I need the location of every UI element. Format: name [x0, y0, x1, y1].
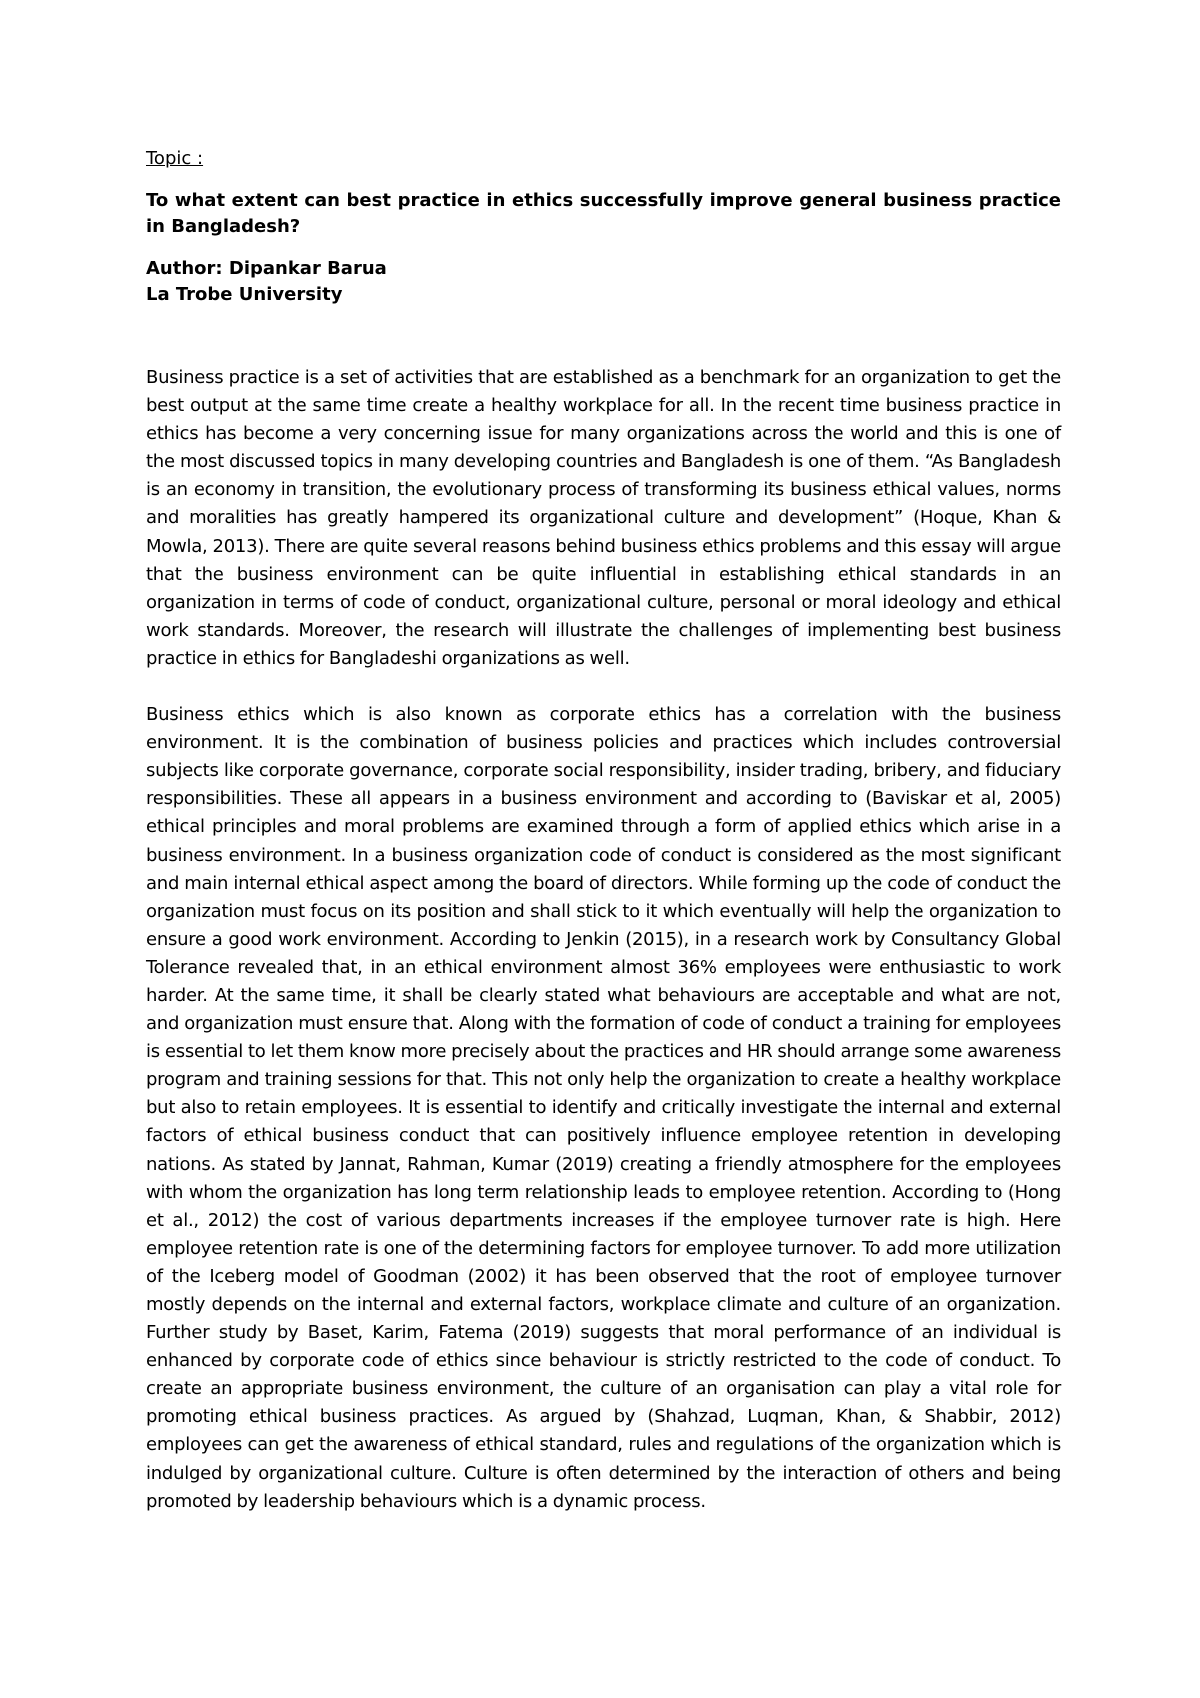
author-affiliation: La Trobe University	[146, 284, 343, 305]
body-paragraph-1: Business practice is a set of activities that are established as a benchmark for an organization to get the best output at the same time create a healthy workplace for all. In the recent time business practice in ethics has become a very concerning issue for many organizations across the world and this is one of the most discussed topics in many developing countries and Bangladesh is one of them. “As Bangladesh is an economy in transition, the evolutionary process of transforming its business ethical values, norms and moralities has greatly hampered its organizational culture and development” (Hoque, Khan & Mowla, 2013). There are quite several reasons behind business ethics problems and this essay will argue that the business environment can be quite influential in establishing ethical standards in an organization in terms of code of conduct, organizational culture, personal or moral ideology and ethical work standards. Moreover, the research will illustrate the challenges of implementing best business practice in ethics for Bangladeshi organizations as well.	[146, 367, 1061, 669]
page-content	[146, 146, 1061, 1544]
author-block	[146, 256, 1061, 308]
topic-label: Topic :	[146, 148, 204, 169]
essay-title: To what extent can best practice in ethics successfully improve general business practice in Bangladesh?	[146, 190, 1061, 237]
author-name: Author: Dipankar Barua	[146, 258, 387, 279]
body-paragraph-2: Business ethics which is also known as corporate ethics has a correlation with the business environment. It is the combination of business policies and practices which includes controversial subjects like corporate governance, corporate social responsibility, insider trading, bribery, and fiduciary responsibilities. These all appears in a business environment and according to (Baviskar et al, 2005) ethical principles and moral problems are examined through a form of applied ethics which arise in a business environment. In a business organization code of conduct is considered as the most significant and main internal ethical aspect among the board of directors. While forming up the code of conduct the organization must focus on its position and shall stick to it which eventually will help the organization to ensure a good work environment. According to Jenkin (2015), in a research work by Consultancy Global Tolerance revealed that, in an ethical environment almost 36% employees were enthusiastic to work harder. At the same time, it shall be clearly stated what behaviours are acceptable and what are not, and organization must ensure that. Along with the formation of code of conduct a training for employees is essential to let them know more precisely about the practices and HR should arrange some awareness program and training sessions for that. This not only help the organization to create a healthy workplace but also to retain employees. It is essential to identify and critically investigate the internal and external factors of ethical business conduct that can positively influence employee retention in developing nations. As stated by Jannat, Rahman, Kumar (2019) creating a friendly atmosphere for the employees with whom the organization has long term relationship leads to employee retention. According to (Hong et al., 2012) the cost of various departments increases if the employee turnover rate is high. Here employee retention rate is one of the determining factors for employee turnover. To add more utilization of the Iceberg model of Goodman (2002) it has been observed that the root of employee turnover mostly depends on the internal and external factors, workplace climate and culture of an organization. Further study by Baset, Karim, Fatema (2019) suggests that moral performance of an individual is enhanced by corporate code of ethics since behaviour is strictly restricted to the code of conduct. To create an appropriate business environment, the culture of an organisation can play a vital role for promoting ethical business practices. As argued by (Shahzad, Luqman, Khan, & Shabbir, 2012) employees can get the awareness of ethical standard, rules and regulations of the organization which is indulged by organizational culture. Culture is often determined by the interaction of others and being promoted by leadership behaviours which is a dynamic process.	[146, 704, 1061, 1512]
